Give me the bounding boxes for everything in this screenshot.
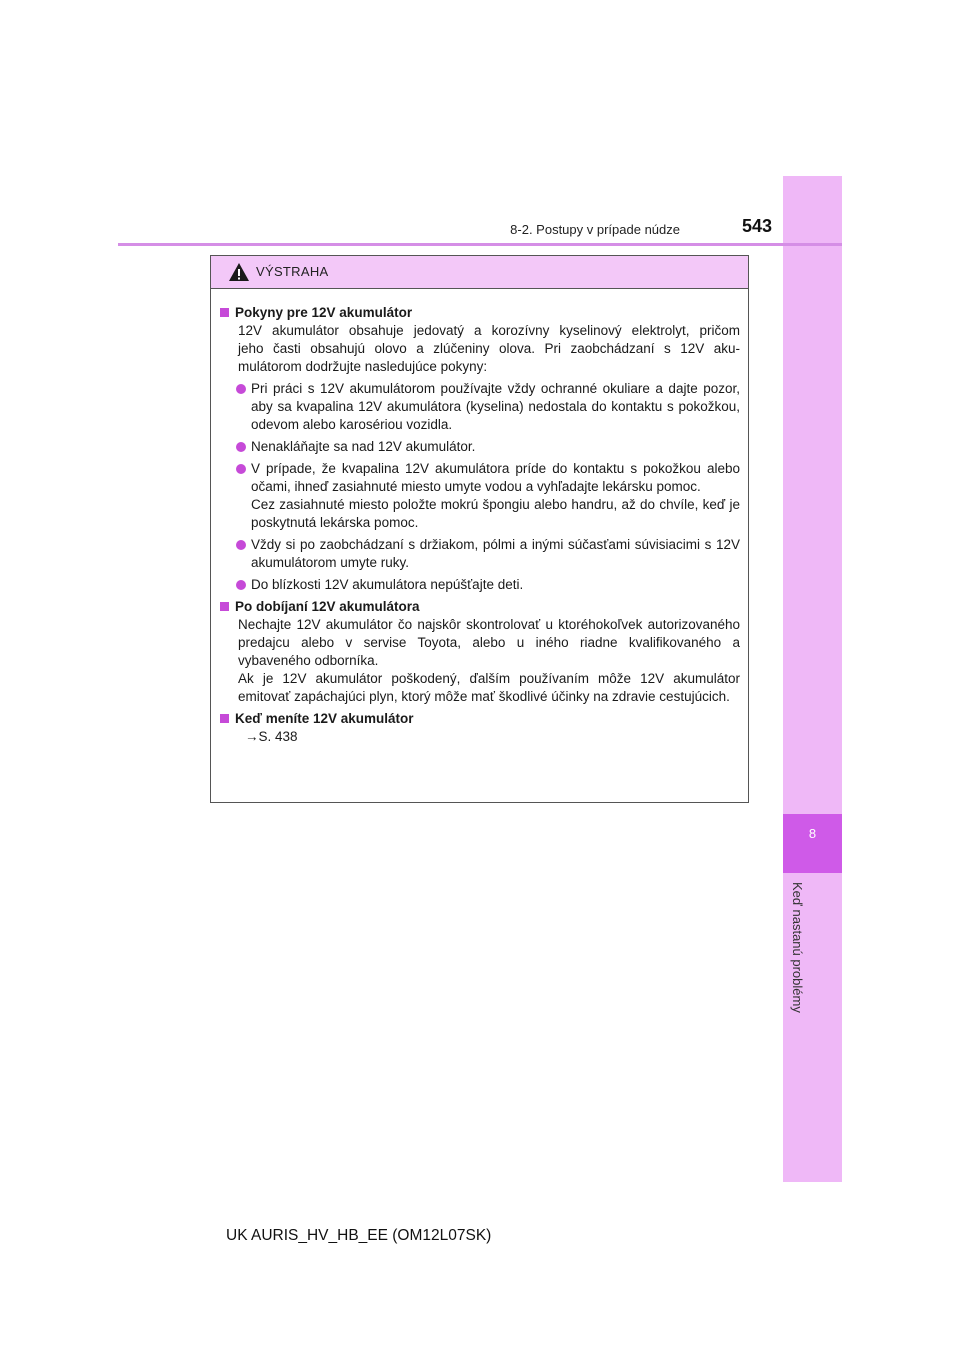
list-item [219, 438, 740, 456]
warning-title: VÝSTRAHA [256, 264, 329, 279]
header-divider [118, 243, 842, 246]
round-bullet-icon [236, 464, 246, 474]
list-item [219, 576, 740, 594]
intro-line: mulátorom dodržujte nasledujúce pokyny: [238, 359, 488, 374]
warning-box [210, 255, 749, 803]
round-bullet-icon [236, 540, 246, 550]
section-heading-text: Po dobíjaní 12V akumulátora [235, 599, 420, 614]
list-item-text: Do blízkosti 12V akumulátora nepúšťajte deti. [251, 577, 524, 592]
section-heading [219, 598, 740, 616]
list-item-text: Pri práci s 12V akumulátorom používajte vždy ochranné okuliare a dajte pozor, aby sa kvapalina 12V akumulátora (kyselina) nedostala do kontaktu s pokožkou, odevom alebo karosériou vozidla. [251, 381, 740, 432]
list-item-text: V prípade, že kvapalina 12V akumulátora príde do kontaktu s pokožkou alebo očami, ihneď zasiahnuté miesto umyte vodou a vyhľadajte lekársku pomoc. [251, 461, 740, 494]
page-number: 543 [741, 216, 772, 236]
list-item [219, 460, 740, 532]
warning-header [211, 256, 748, 289]
round-bullet-icon [236, 442, 246, 452]
footer-model-code: UK AURIS_HV_HB_EE (OM12L07SK) [226, 1227, 492, 1244]
chapter-number: 8 [808, 826, 817, 841]
paragraph-text: Ak je 12V akumulátor poškodený, ďalším používaním môže 12V akumulátor emitovať zapáchajúci plyn, ktorý môže mať škodlivé účinky na zdravie cestujúcich. [238, 671, 740, 704]
header-section-title: 8-2. Postupy v prípade núdze [510, 222, 680, 237]
section-text [219, 616, 740, 706]
warning-triangle-icon [228, 262, 250, 282]
section-heading-text: Pokyny pre 12V akumulátor [235, 305, 413, 320]
round-bullet-icon [236, 384, 246, 394]
list-item [219, 380, 740, 434]
warning-body [211, 289, 748, 746]
section-heading [219, 710, 740, 728]
list-item-text: Nenakláňajte sa nad 12V akumulátor. [251, 439, 476, 454]
section-heading-text: Keď meníte 12V akumulátor [235, 711, 414, 726]
intro-line: jeho časti obsahujú olovo a zlúčeniny olova. Pri zaobchádzaní s 12V aku- [238, 341, 740, 356]
square-bullet-icon [220, 714, 229, 723]
section-intro [219, 322, 740, 376]
list-item-continuation: Cez zasiahnuté miesto položte mokrú špongiu alebo handru, až do chvíle, keď je poskytnutá lekárska pomoc. [251, 497, 740, 530]
list-item [219, 536, 740, 572]
square-bullet-icon [220, 602, 229, 611]
chapter-side-tab [783, 176, 842, 1182]
intro-line: 12V akumulátor obsahuje jedovatý a korozívny kyselinový elektrolyt, pričom [238, 323, 740, 338]
round-bullet-icon [236, 580, 246, 590]
list-item-text: Vždy si po zaobchádzaní s držiakom, pólmi a inými súčasťami súvisiacimi s 12V akumulátorom umyte ruky. [251, 537, 740, 570]
page-reference-link[interactable]: →S. 438 [245, 729, 298, 744]
paragraph-text: Nechajte 12V akumulátor čo najskôr skontrolovať u ktoréhokoľvek autorizovaného predajcu alebo v servise Toyota, alebo u iného riadne kvalifikovaného a vybaveného odborníka. [238, 617, 740, 668]
chapter-number-tab[interactable] [783, 814, 842, 873]
section-heading [219, 304, 740, 322]
chapter-label: Keď nastanú problémy [790, 882, 805, 1013]
square-bullet-icon [220, 308, 229, 317]
